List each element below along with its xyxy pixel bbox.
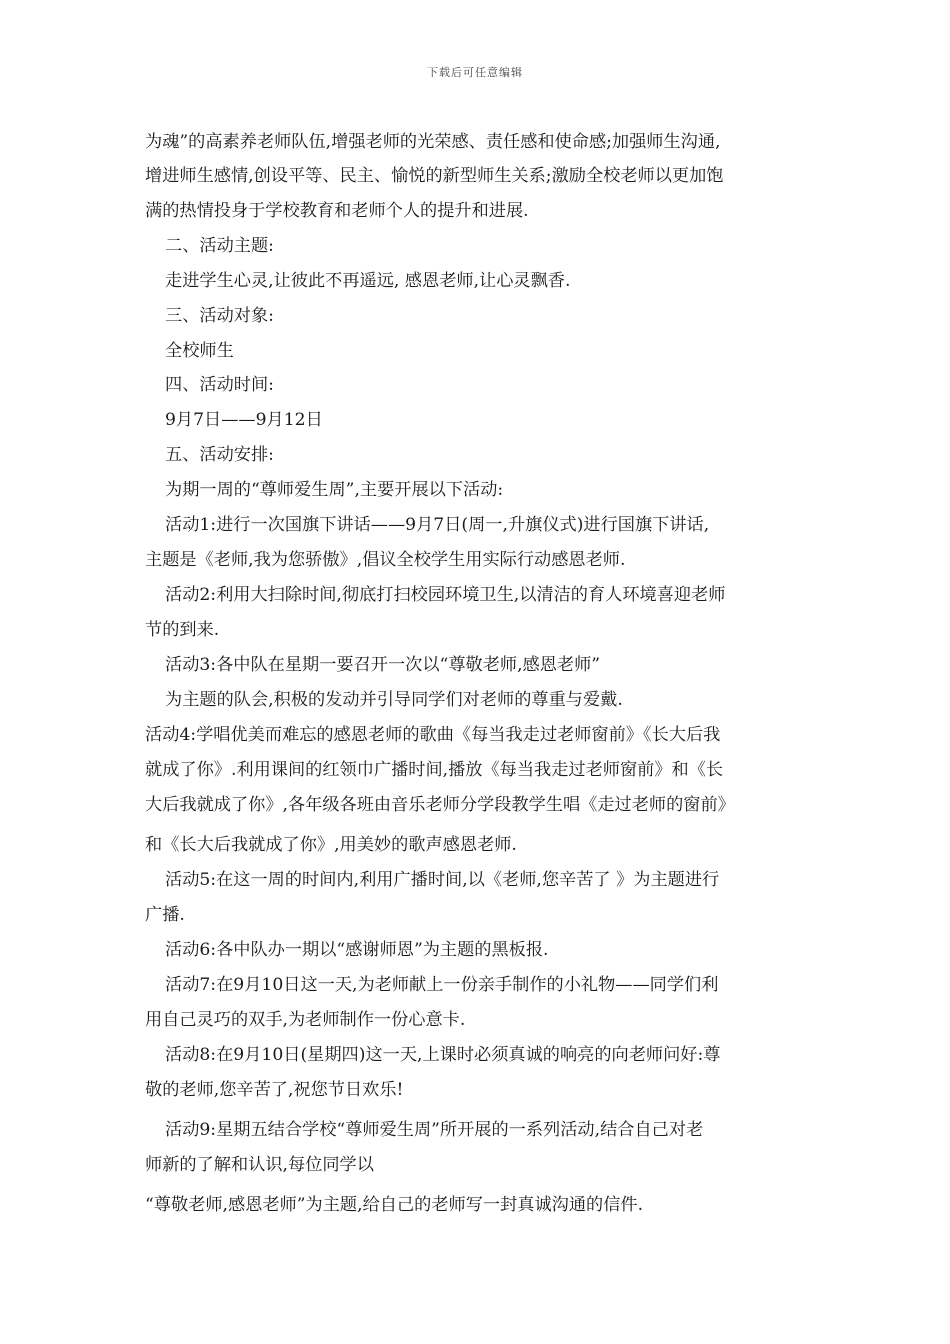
text-line: 活动9:星期五结合学校“尊师爱生周”所开展的一系列活动,结合自己对老 xyxy=(165,1120,704,1140)
text-line: 满的热情投身于学校教育和老师个人的提升和进展. xyxy=(145,201,529,221)
text-line: 增进师生感情,创设平等、民主、愉悦的新型师生关系;激励全校老师以更加饱 xyxy=(145,166,724,186)
text-line: 节的到来. xyxy=(145,620,220,640)
text-line: 活动5:在这一周的时间内,利用广播时间,以《老师,您辛苦了 》为主题进行 xyxy=(165,870,720,890)
text-line: 和《长大后我就成了你》,用美妙的歌声感恩老师. xyxy=(145,835,517,855)
text-line: 二、活动主题: xyxy=(165,236,274,256)
text-line: 活动8:在9月10日(星期四)这一天,上课时必须真诚的响亮的向老师问好:尊 xyxy=(165,1045,721,1065)
text-line: 为主题的队会,积极的发动并引导同学们对老师的尊重与爱戴. xyxy=(165,690,623,710)
text-line: 就成了你》.利用课间的红领巾广播时间,播放《每当我走过老师窗前》和《长 xyxy=(145,760,724,780)
text-line: 活动3:各中队在星期一要召开一次以“尊敬老师,感恩老师” xyxy=(165,655,601,675)
text-line: 活动6:各中队办一期以“感谢师恩”为主题的黑板报. xyxy=(165,940,549,960)
text-line: 活动1:进行一次国旗下讲话——9月7日(周一,升旗仪式)进行国旗下讲话, xyxy=(165,515,710,535)
text-line: 大后我就成了你》,各年级各班由音乐老师分学段教学生唱《走过老师的窗前》 xyxy=(145,795,735,815)
text-line: 四、活动时间: xyxy=(165,375,274,395)
text-line: 师新的了解和认识,每位同学以 xyxy=(145,1155,374,1175)
text-line: 活动4:学唱优美而难忘的感恩老师的歌曲《每当我走过老师窗前》《长大后我 xyxy=(145,725,721,745)
text-line: 广播. xyxy=(145,905,185,925)
text-line: 活动2:利用大扫除时间,彻底打扫校园环境卫生,以清洁的育人环境喜迎老师 xyxy=(165,585,726,605)
text-line: 三、活动对象: xyxy=(165,306,274,326)
text-line: 走进学生心灵,让彼此不再遥远, 感恩老师,让心灵飘香. xyxy=(165,271,571,291)
text-line: 敬的老师,您辛苦了,祝您节日欢乐! xyxy=(145,1080,404,1100)
text-line: “尊敬老师,感恩老师”为主题,给自己的老师写一封真诚沟通的信件. xyxy=(145,1195,644,1215)
text-line: 活动7:在9月10日这一天,为老师献上一份亲手制作的小礼物——同学们利 xyxy=(165,975,719,995)
text-line: 为魂”的高素养老师队伍,增强老师的光荣感、责任感和使命感;加强师生沟通, xyxy=(145,132,721,152)
text-line: 主题是《老师,我为您骄傲》,倡议全校学生用实际行动感恩老师. xyxy=(145,550,626,570)
page-header: 下载后可任意编辑 xyxy=(427,66,523,79)
text-line: 9月7日——9月12日 xyxy=(165,410,323,430)
text-line: 为期一周的“尊师爱生周”,主要开展以下活动: xyxy=(165,480,504,500)
text-line: 用自己灵巧的双手,为老师制作一份心意卡. xyxy=(145,1010,466,1030)
text-line: 全校师生 xyxy=(165,341,234,361)
text-line: 五、活动安排: xyxy=(165,445,274,465)
